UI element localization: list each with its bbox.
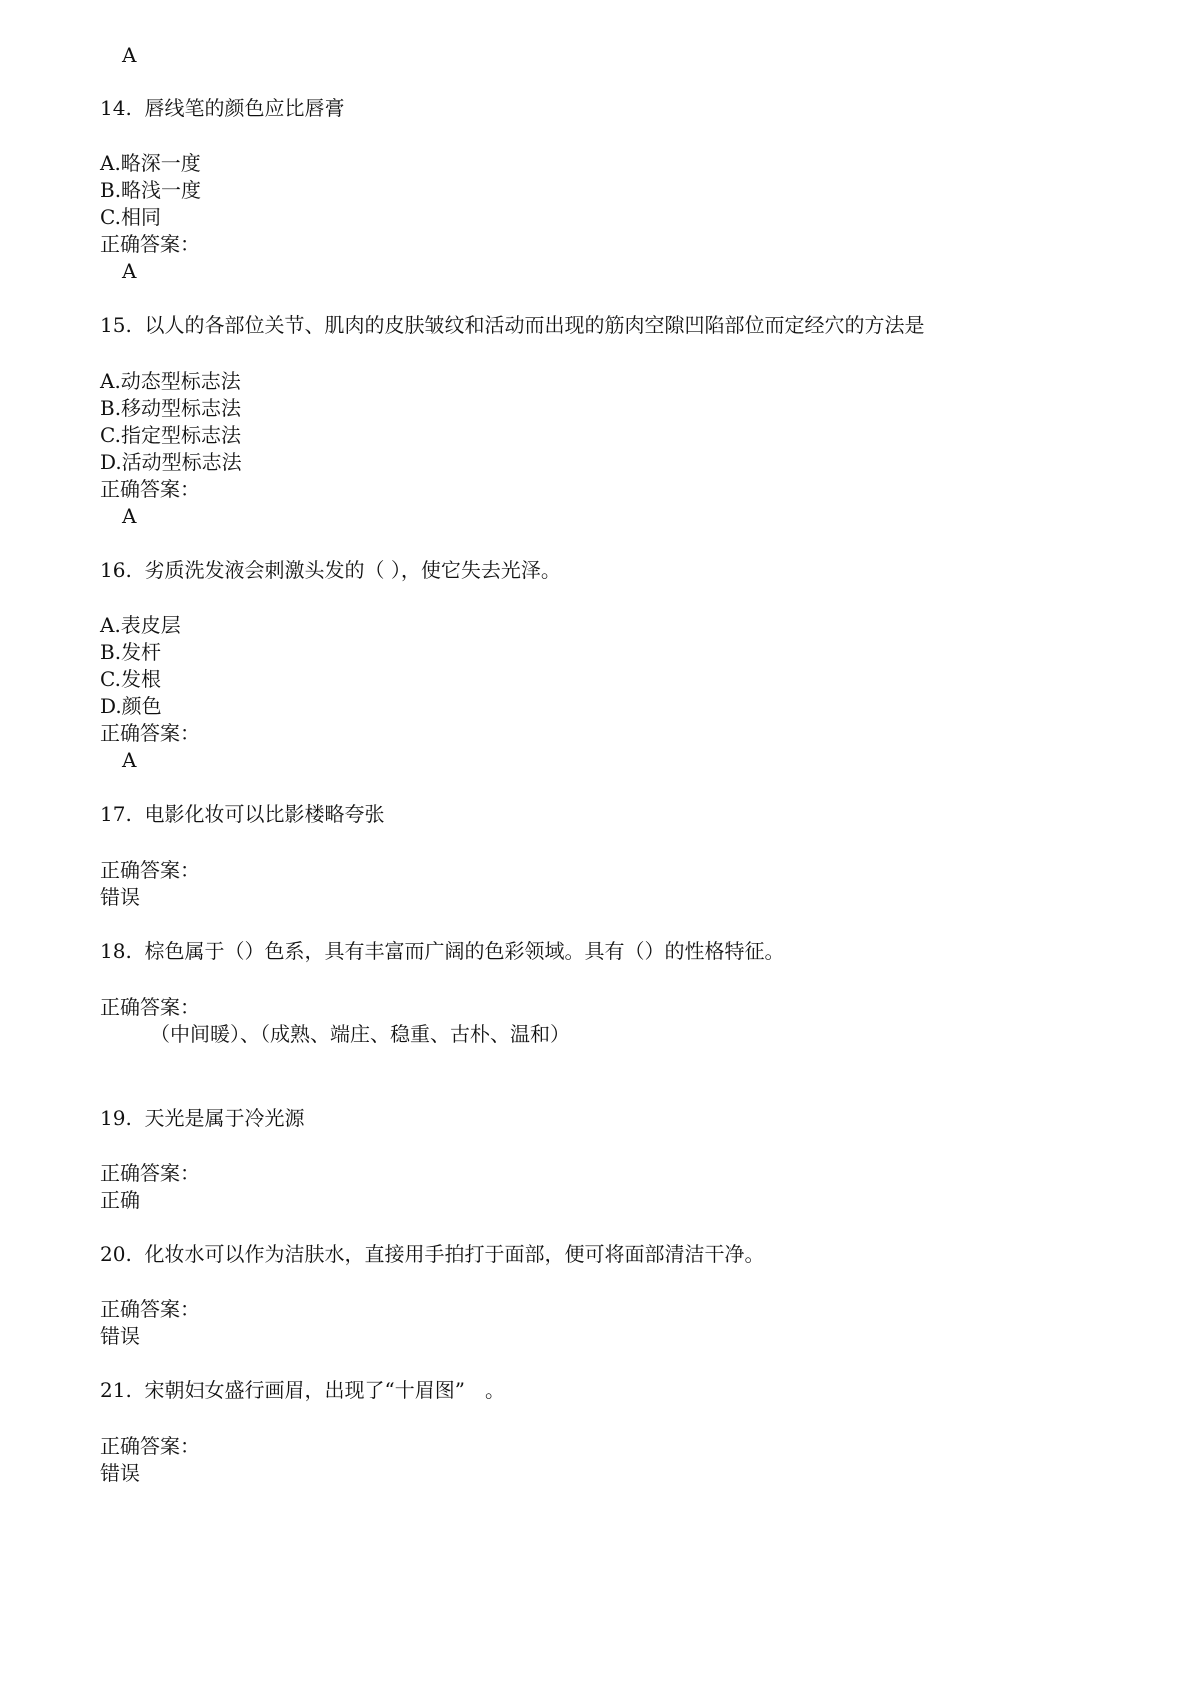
option-d: D.颜色: [100, 694, 162, 718]
answer-label: 正确答案：: [100, 1434, 200, 1458]
answer-label: 正确答案：: [100, 1161, 200, 1185]
question-stem: [100, 95, 345, 121]
option-c: C.相同: [100, 205, 161, 229]
question-text: 棕色属于（）色系，具有丰富而广阔的色彩领域。具有（）的性格特征。: [144, 939, 785, 963]
option-a: A.表皮层: [100, 613, 181, 637]
option-a: A.动态型标志法: [100, 369, 241, 393]
question-text: 宋朝妇女盛行画眉，出现了“十眉图” 。: [144, 1378, 505, 1402]
answer-label: 正确答案：: [100, 1297, 200, 1321]
question-text: 唇线笔的颜色应比唇膏: [144, 96, 345, 120]
question-number: 21.: [100, 1378, 132, 1402]
question-number: 16.: [100, 558, 132, 582]
question-text: 劣质洗发液会刺激头发的（ ），使它失去光泽。: [144, 558, 561, 582]
question-stem: [100, 801, 385, 827]
answer-value: （中间暖）、（成熟、端庄、稳重、古朴、温和）: [150, 1022, 570, 1046]
answer-value: 错误: [100, 1324, 140, 1348]
answer-value: A: [122, 748, 137, 772]
option-b: B.略浅一度: [100, 178, 202, 202]
option-a: A.略深一度: [100, 151, 201, 175]
answer-value: 错误: [100, 885, 140, 909]
question-number: 15.: [100, 313, 132, 337]
option-b: B.移动型标志法: [100, 396, 242, 420]
option-b: B.发杆: [100, 640, 162, 664]
answer-label: 正确答案：: [100, 858, 200, 882]
question-number: 17.: [100, 802, 132, 826]
answer-value: A: [122, 259, 137, 283]
question-text: 以人的各部位关节、肌肉的皮肤皱纹和活动而出现的筋肉空隙凹陷部位而定经穴的方法是: [144, 313, 925, 337]
question-stem: [100, 1377, 505, 1403]
question-stem: [100, 1105, 305, 1131]
answer-label: 正确答案：: [100, 232, 200, 256]
answer-label: 正确答案：: [100, 721, 200, 745]
question-number: 18.: [100, 939, 132, 963]
question-stem: [100, 312, 925, 338]
question-number: 20.: [100, 1242, 132, 1266]
answer-value: 错误: [100, 1461, 140, 1485]
question-text: 化妆水可以作为洁肤水，直接用手拍打于面部，便可将面部清洁干净。: [144, 1242, 765, 1266]
question-stem: [100, 557, 561, 583]
question-text: 天光是属于冷光源: [144, 1106, 305, 1130]
option-c: C.指定型标志法: [100, 423, 241, 447]
question-text: 电影化妆可以比影楼略夸张: [144, 802, 385, 826]
question-stem: [100, 1241, 765, 1267]
option-d: D.活动型标志法: [100, 450, 242, 474]
answer-value: 正确: [100, 1188, 140, 1212]
answer-label: 正确答案：: [100, 477, 200, 501]
question-number: 19.: [100, 1106, 132, 1130]
answer-value: A: [122, 43, 137, 67]
answer-label: 正确答案：: [100, 995, 200, 1019]
question-number: 14.: [100, 96, 132, 120]
answer-value: A: [122, 504, 137, 528]
question-stem: [100, 938, 785, 964]
option-c: C.发根: [100, 667, 161, 691]
